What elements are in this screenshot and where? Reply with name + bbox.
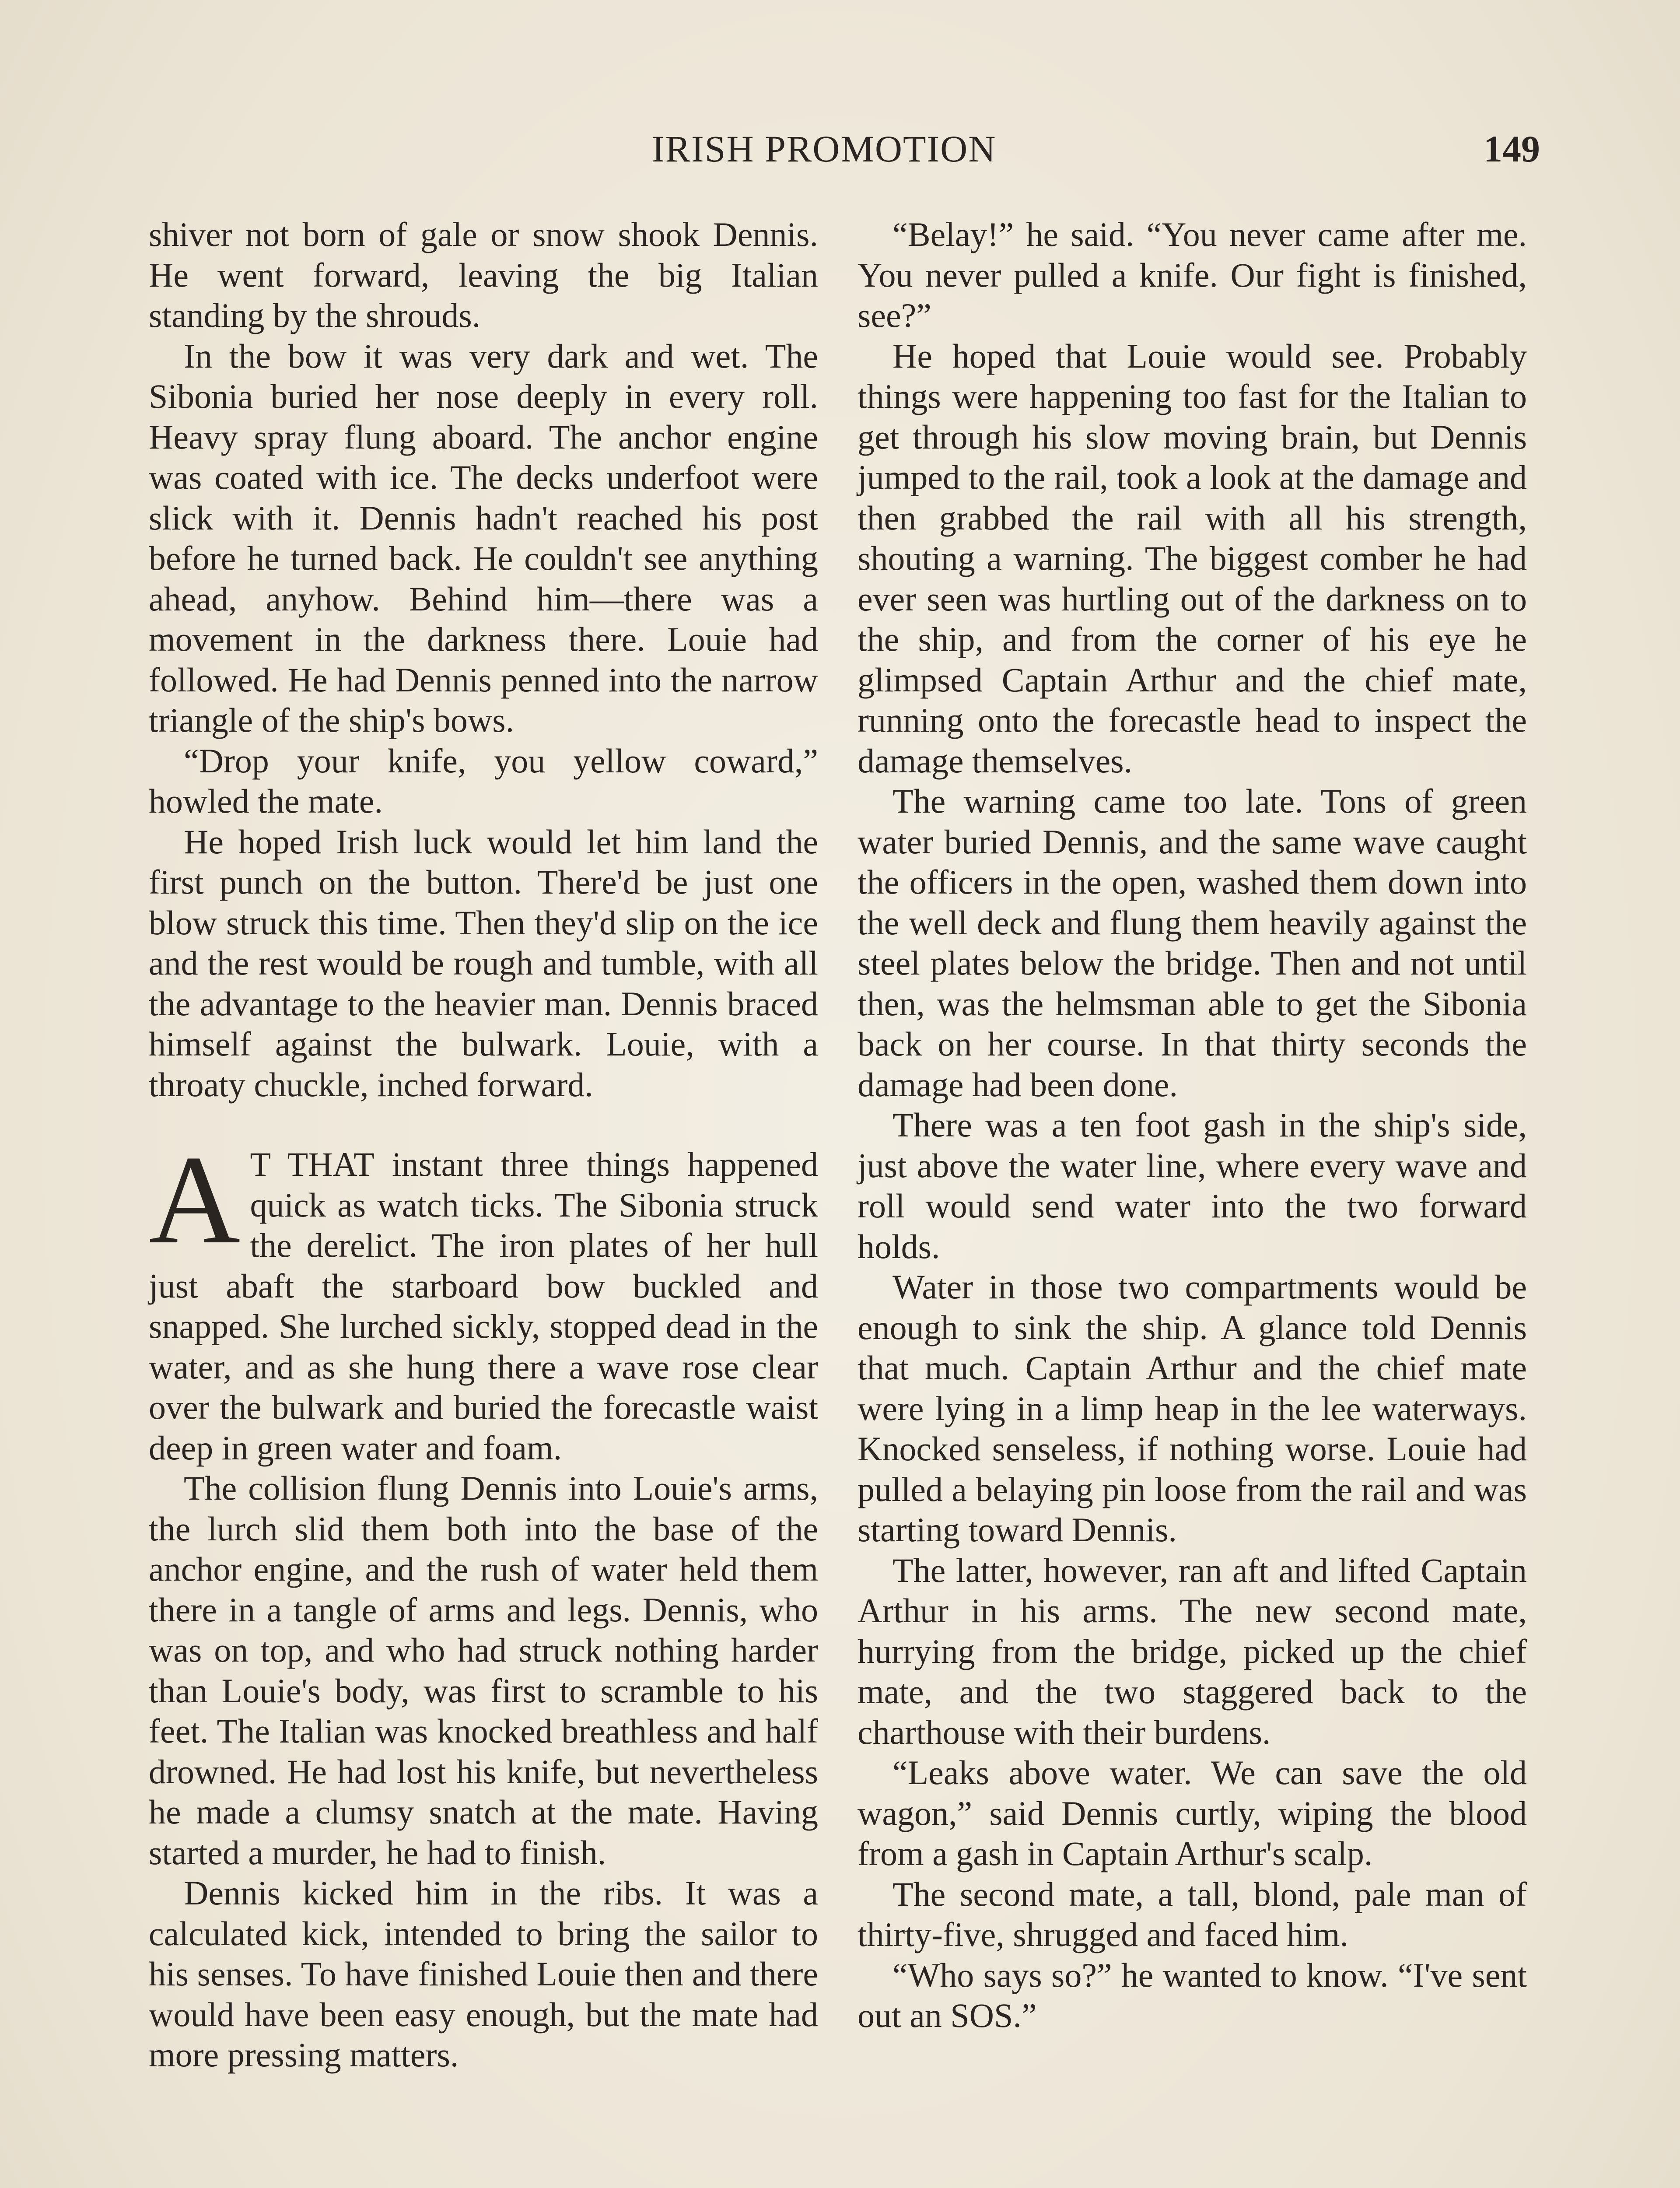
right-column — [858, 214, 1527, 2036]
paragraph: The second mate, a tall, blond, pale man of thirty-five, shrugged and faced him. — [858, 1875, 1527, 1953]
section-opening-paragraph — [149, 1129, 818, 1468]
paragraph: “Who says so?” he wanted to know. “I've sent out an SOS.” — [858, 1956, 1527, 2034]
paragraph: “Drop your knife, you yellow coward,” howled the mate. — [149, 741, 818, 820]
paragraph: He hoped Irish luck would let him land the first punch on the button. There'd be just one blow struck this time. Then they'd slip on the ice and the rest would be rough and tumble, with all the advantage to the heavier man. Dennis braced himself against the bulwark. Louie, with a throaty chuckle, inched forward. — [149, 822, 818, 1104]
paragraph: He hoped that Louie would see. Probably things were happening too fast for the Italian to get through his slow moving brain, but Dennis jumped to the rail, took a look at the damage and then grabbed the rail with all his strength, shouting a warning. The biggest comber he had ever seen was hurtling out of the darkness on to the ship, and from the corner of his eye he glimpsed Captain Arthur and the chief mate, running onto the forecastle head to inspect the damage themselves. — [858, 337, 1527, 780]
page-number: 149 — [1484, 128, 1540, 170]
paragraph: “Leaks above water. We can save the old wagon,” said Dennis curtly, wiping the blood from a gash in Captain Arthur's scalp. — [858, 1753, 1527, 1872]
drop-cap: A — [149, 1129, 241, 1270]
running-title: IRISH PROMOTION — [652, 128, 997, 170]
paragraph: “Belay!” he said. “You never came after me. You never pulled a knife. Our fight is finished, see?” — [858, 215, 1527, 334]
paragraph: shiver not born of gale or snow shook Dennis. He went forward, leaving the big Italian standing by the shrouds. — [149, 215, 818, 334]
page-header — [149, 127, 1540, 184]
paragraph-text: instant three things happened quick as watch ticks. The Sibonia struck the derelict. The iron plates of her hull just abaft the starboard bow buckled and snapped. She lurched sickly, stopped dead in the water, and as she hung there a wave rose clear over the bulwark and buried the forecastle waist deep in green water and foam. — [149, 1145, 818, 1467]
paragraph: There was a ten foot gash in the ship's side, just above the water line, where every wave and roll would send water into the two forward holds. — [858, 1106, 1527, 1266]
paragraph: The latter, however, ran aft and lifted Captain Arthur in his arms. The new second mate, hurrying from the bridge, picked up the chief mate, and the two staggered back to the charthouse with their burdens. — [858, 1551, 1527, 1751]
paragraph: The collision flung Dennis into Louie's arms, the lurch slid them both into the base of the anchor engine, and the rush of water held them there in a tangle of arms and legs. Dennis, who was on top, and who had struck nothing harder than Louie's body, was first to scramble to his feet. The Italian was knocked breathless and half drowned. He had lost his knife, but nevertheless he made a clumsy snatch at the mate. Having started a murder, he had to finish. — [149, 1469, 818, 1872]
paragraph: The warning came too late. Tons of green water buried Dennis, and the same wave caught the officers in the open, washed them down into the well deck and flung them heavily against the steel plates below the bridge. Then and not until then, was the helmsman able to get the Sibonia back on her course. In that thirty seconds the damage had been done. — [858, 782, 1527, 1104]
lead-in-words: T THAT — [250, 1145, 374, 1183]
paragraph: In the bow it was very dark and wet. The Sibonia buried her nose deeply in every roll. Heavy spray flung aboard. The anchor engine was coated with ice. The decks underfoot were slick with it. Dennis hadn't reached his post before he turned back. He couldn't see anything ahead, anyhow. Behind him—there was a movement in the darkness there. Louie had followed. He had Dennis penned into the narrow triangle of the ship's bows. — [149, 337, 818, 739]
left-column — [149, 214, 818, 2076]
paragraph: Water in those two compartments would be enough to sink the ship. A glance told Dennis that much. Captain Arthur and the chief mate were lying in a limp heap in the lee waterways. Knocked senseless, if nothing worse. Louie had pulled a belaying pin loose from the rail and was starting toward Dennis. — [858, 1268, 1527, 1549]
paragraph: Dennis kicked him in the ribs. It was a calculated kick, intended to bring the sailor to his senses. To have finished Louie then and there would have been easy enough, but the mate had more pressing matters. — [149, 1874, 818, 2074]
